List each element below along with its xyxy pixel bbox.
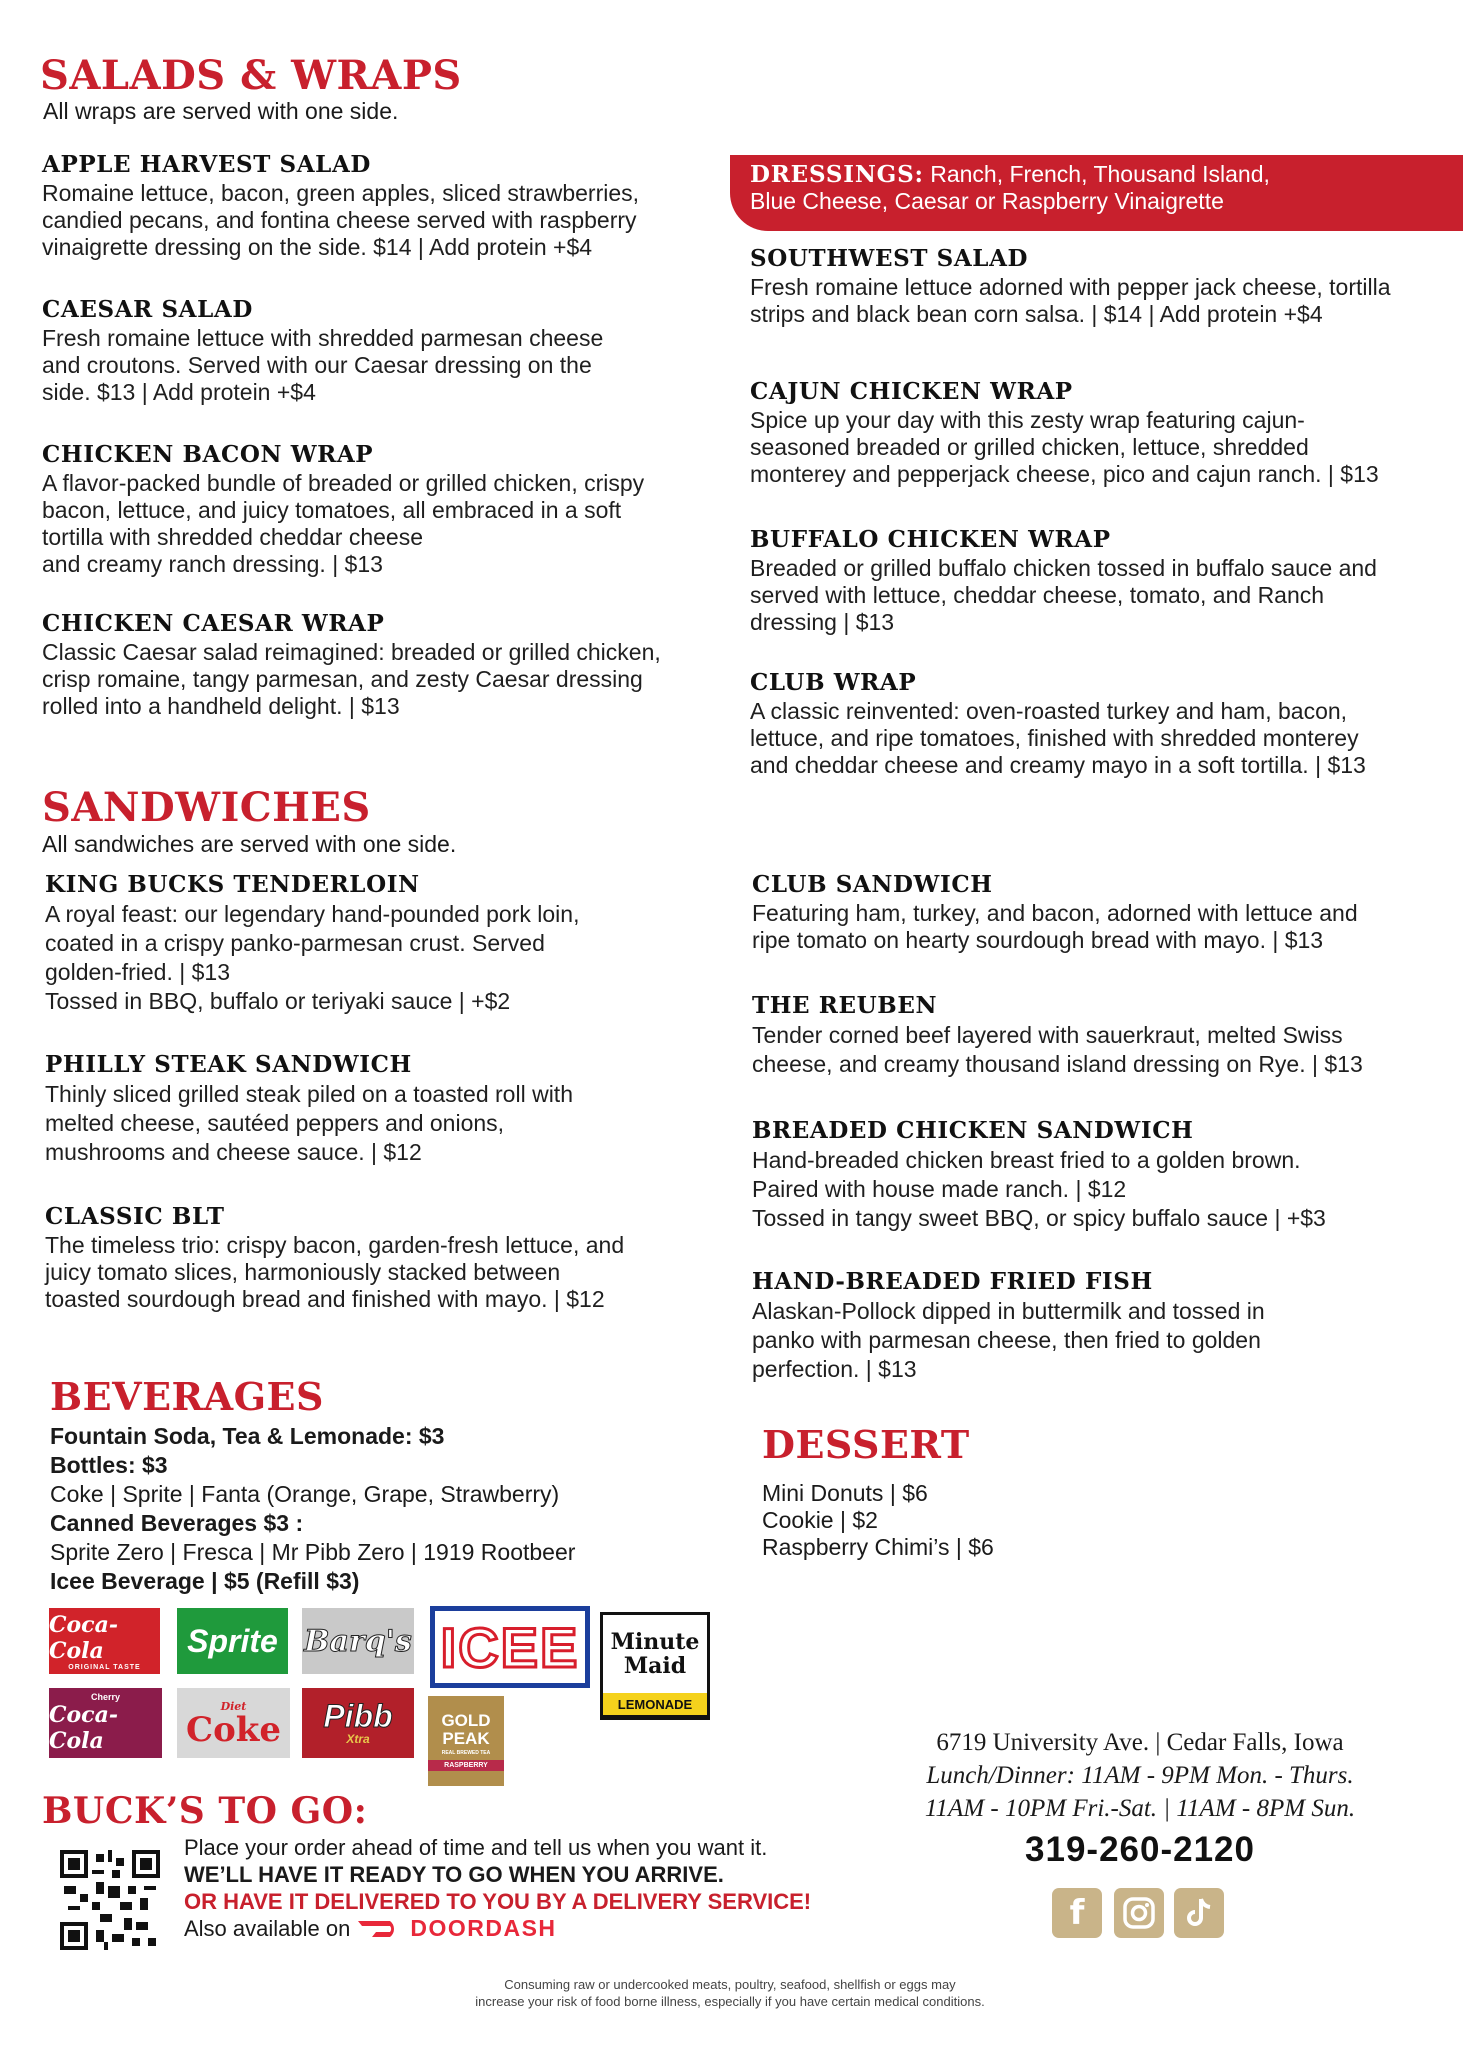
menu-item-breaded-chicken-sandwich (752, 1116, 1326, 1233)
item-desc-line: and creamy ranch dressing. | $13 (42, 551, 383, 577)
pibb-xtra-logo (302, 1688, 414, 1758)
item-desc-line: cheese, and creamy thousand island dressing on Rye. | $13 (752, 1051, 1363, 1077)
item-desc-line: A royal feast: our legendary hand-pounded pork loin, (45, 901, 580, 927)
sprite-logo (177, 1608, 288, 1674)
item-name: CAJUN CHICKEN WRAP (750, 378, 1073, 405)
menu-item-king-bucks-tenderloin (45, 870, 579, 1016)
dressings-label: DRESSINGS: (750, 161, 924, 188)
item-desc-line: golden-fried. | $13 (45, 959, 230, 985)
menu-item-buffalo-chicken-wrap (750, 525, 1377, 636)
instagram-icon[interactable] (1114, 1888, 1164, 1938)
menu-item-club-wrap (750, 668, 1366, 779)
item-name: THE REUBEN (752, 992, 938, 1019)
menu-item-caesar-salad (42, 295, 603, 406)
item-desc-line: mushrooms and cheese sauce. | $12 (45, 1139, 422, 1165)
beverage-canned-label: Canned Beverages $3 : (50, 1510, 304, 1536)
dressings-banner (730, 155, 1463, 231)
item-desc-line: melted cheese, sautéed peppers and onions, (45, 1110, 505, 1136)
item-name: SOUTHWEST SALAD (750, 245, 1029, 272)
togo-line-1: Place your order ahead of time and tell us when you want it. (184, 1835, 768, 1860)
item-name: KING BUCKS TENDERLOIN (45, 871, 420, 898)
item-desc-line: Classic Caesar salad reimagined: breaded or grilled chicken, (42, 639, 661, 665)
diet-coke-logo-text: Coke (186, 1709, 281, 1750)
item-desc-line: Thinly sliced grilled steak piled on a toasted roll with (45, 1081, 573, 1107)
item-desc-line: tortilla with shredded cheddar cheese (42, 524, 424, 550)
item-desc-line: coated in a crispy panko-parmesan crust. Served (45, 930, 545, 956)
tiktok-glyph (1184, 1896, 1214, 1930)
address-text: 6719 University Ave. | Cedar Falls, Iowa (936, 1729, 1344, 1756)
gold-peak-logo-text: GOLD PEAK (441, 1710, 491, 1748)
disclaimer-line-2: increase your risk of food borne illness, especially if you have certain medical conditions. (475, 1994, 985, 2009)
sandwiches-title: SANDWICHES (42, 784, 371, 831)
item-desc-line: vinaigrette dressing on the side. $14 | Add protein +$4 (42, 234, 593, 260)
salads-title: SALADS & WRAPS (40, 52, 462, 99)
coca-cola-logo-text: Coca-Cola (49, 1611, 118, 1664)
item-desc-line: Spice up your day with this zesty wrap featuring cajun- (750, 407, 1305, 433)
beverages-title: BEVERAGES (50, 1374, 324, 1419)
item-desc-line: juicy tomato slices, harmoniously stacked between (45, 1259, 561, 1285)
pibb-sub-text: Xtra (346, 1732, 370, 1746)
instagram-glyph (1122, 1896, 1156, 1930)
beverage-icee: Icee Beverage | $5 (Refill $3) (50, 1568, 360, 1594)
item-desc-line: candied pecans, and fontina cheese served with raspberry (42, 207, 637, 233)
dessert-title: DESSERT (762, 1422, 970, 1467)
item-desc-line: perfection. | $13 (752, 1356, 917, 1382)
beverage-bottles: Coke | Sprite | Fanta (Orange, Grape, Strawberry) (50, 1481, 560, 1507)
item-desc-line: ripe tomato on hearty sourdough bread with mayo. | $13 (752, 927, 1324, 953)
dessert-list (762, 1480, 994, 1561)
item-desc-line: strips and black bean corn salsa. | $14 | Add protein +$4 (750, 301, 1323, 327)
doordash-icon (356, 1917, 408, 1941)
salads-subtitle: All wraps are served with one side. (43, 98, 399, 124)
menu-item-apple-harvest-salad (42, 150, 639, 261)
cherry-coca-cola-logo-text: Coca-Cola (49, 1702, 118, 1754)
minute-maid-lemonade-text: LEMONADE (617, 1696, 693, 1712)
sprite-logo-text: Sprite (187, 1622, 278, 1659)
minute-maid-logo-text: Minute Maid (610, 1629, 700, 1679)
doordash-logo[interactable] (356, 1915, 556, 1942)
diet-coke-logo (177, 1688, 290, 1758)
item-desc-line: monterey and pepperjack cheese, pico and cajun ranch. | $13 (750, 461, 1379, 487)
item-name: HAND-BREADED FRIED FISH (752, 1268, 1153, 1295)
item-desc-line: Tossed in tangy sweet BBQ, or spicy buffalo sauce | +$3 (752, 1205, 1326, 1231)
coca-cola-logo (49, 1608, 160, 1674)
beverage-bottles-label: Bottles: $3 (50, 1452, 168, 1478)
item-desc-line: served with lettuce, cheddar cheese, tomato, and Ranch (750, 582, 1325, 608)
menu-item-hand-breaded-fried-fish (752, 1267, 1265, 1384)
item-desc-line: side. $13 | Add protein +$4 (42, 379, 316, 405)
menu-item-the-reuben (752, 991, 1363, 1079)
item-desc-line: dressing | $13 (750, 609, 895, 635)
menu-item-southwest-salad (750, 244, 1391, 328)
togo-line-3: OR HAVE IT DELIVERED TO YOU BY A DELIVERY SERVICE! (184, 1889, 812, 1914)
dessert-item: Raspberry Chimi’s | $6 (762, 1534, 994, 1560)
item-desc-line: Fresh romaine lettuce adorned with pepper jack cheese, tortilla (750, 274, 1391, 300)
phone-number[interactable]: 319-260-2120 (1025, 1830, 1255, 1869)
item-name: CLUB WRAP (750, 669, 917, 696)
item-desc-line: lettuce, and ripe tomatoes, finished with shredded monterey (750, 725, 1359, 751)
item-name: CLASSIC BLT (45, 1203, 225, 1230)
beverage-canned: Sprite Zero | Fresca | Mr Pibb Zero | 1919 Rootbeer (50, 1539, 576, 1565)
togo-title: BUCK’S TO GO: (42, 1790, 368, 1832)
menu-item-club-sandwich (752, 870, 1358, 954)
item-name: BUFFALO CHICKEN WRAP (750, 526, 1111, 553)
menu-item-philly-steak-sandwich (45, 1050, 573, 1167)
menu-item-chicken-bacon-wrap (42, 440, 644, 578)
qr-code-graphic (60, 1850, 160, 1950)
item-name: PHILLY STEAK SANDWICH (45, 1051, 412, 1078)
location-block (880, 1726, 1400, 1825)
minute-maid-logo (600, 1612, 710, 1720)
item-desc-line: A flavor-packed bundle of breaded or grilled chicken, crispy (42, 470, 645, 496)
sandwiches-subtitle: All sandwiches are served with one side. (42, 831, 457, 857)
togo-line-2: WE’LL HAVE IT READY TO GO WHEN YOU ARRIVE. (184, 1862, 724, 1887)
item-desc-line: crisp romaine, tangy parmesan, and zesty Caesar dressing (42, 666, 643, 692)
item-desc-line: Tossed in BBQ, buffalo or teriyaki sauce | +$2 (45, 988, 511, 1014)
hours-line-2: 11AM - 10PM Fri.-Sat. | 11AM - 8PM Sun. (924, 1795, 1356, 1822)
facebook-icon[interactable]: f (1052, 1888, 1102, 1938)
item-name: CLUB SANDWICH (752, 871, 993, 898)
item-name: BREADED CHICKEN SANDWICH (752, 1117, 1194, 1144)
item-desc-line: Fresh romaine lettuce with shredded parmesan cheese (42, 325, 604, 351)
togo-text (184, 1834, 811, 1942)
item-desc-line: The timeless trio: crispy bacon, garden-fresh lettuce, and (45, 1232, 625, 1258)
tiktok-icon[interactable] (1174, 1888, 1224, 1938)
togo-line-4: Also available on (184, 1916, 351, 1941)
dressings-line2: Blue Cheese, Caesar or Raspberry Vinaigrette (750, 188, 1224, 214)
icee-logo-text: ICEE (440, 1615, 580, 1679)
item-desc-line: Paired with house made ranch. | $12 (752, 1176, 1127, 1202)
diet-label-text: Diet (220, 1699, 247, 1713)
item-desc-line: Hand-breaded chicken breast fried to a golden brown. (752, 1147, 1301, 1173)
dessert-item: Cookie | $2 (762, 1507, 878, 1533)
hours-line-1: Lunch/Dinner: 11AM - 9PM Mon. - Thurs. (926, 1762, 1354, 1789)
food-safety-disclaimer (380, 1976, 1080, 2010)
disclaimer-line-1: Consuming raw or undercooked meats, poultry, seafood, shellfish or eggs may (504, 1977, 956, 1992)
qr-code-icon[interactable] (60, 1850, 160, 1950)
beverage-fountain: Fountain Soda, Tea & Lemonade: $3 (50, 1423, 445, 1449)
dressings-line1: Ranch, French, Thousand Island, (930, 161, 1270, 187)
icee-logo (430, 1606, 590, 1688)
item-name: APPLE HARVEST SALAD (42, 151, 371, 178)
pibb-logo-text: Pibb (323, 1698, 393, 1734)
menu-item-cajun-chicken-wrap (750, 377, 1379, 488)
item-desc-line: Featuring ham, turkey, and bacon, adorned with lettuce and (752, 900, 1358, 926)
coca-cola-sub-text: ORIGINAL TASTE (68, 1663, 141, 1671)
gold-peak-flavor-text: RASPBERRY (428, 1760, 504, 1771)
item-desc-line: and croutons. Served with our Caesar dressing on the (42, 352, 592, 378)
cherry-label-text: Cherry (90, 1692, 120, 1702)
cherry-coca-cola-logo (49, 1688, 162, 1758)
item-desc-line: panko with parmesan cheese, then fried to golden (752, 1327, 1261, 1353)
beverages-list (50, 1422, 575, 1596)
gold-peak-sub-text: REAL BREWED TEA (441, 1749, 491, 1756)
menu-item-classic-blt (45, 1202, 624, 1313)
item-desc-line: seasoned breaded or grilled chicken, lettuce, shredded (750, 434, 1309, 460)
doordash-logo-text: DOORDASH (410, 1915, 557, 1941)
item-desc-line: Breaded or grilled buffalo chicken tossed in buffalo sauce and (750, 555, 1377, 581)
item-desc-line: toasted sourdough bread and finished with mayo. | $12 (45, 1286, 605, 1312)
item-desc-line: and cheddar cheese and creamy mayo in a soft tortilla. | $13 (750, 752, 1366, 778)
item-desc-line: A classic reinvented: oven-roasted turkey and ham, bacon, (750, 698, 1348, 724)
item-name: CHICKEN BACON WRAP (42, 441, 374, 468)
item-desc-line: Romaine lettuce, bacon, green apples, sliced strawberries, (42, 180, 640, 206)
item-desc-line: Alaskan-Pollock dipped in buttermilk and tossed in (752, 1298, 1265, 1324)
barqs-logo-text: Barq's (304, 1623, 412, 1659)
item-name: CHICKEN CAESAR WRAP (42, 610, 385, 637)
gold-peak-logo (428, 1696, 504, 1786)
dessert-item: Mini Donuts | $6 (762, 1480, 928, 1506)
menu-item-chicken-caesar-wrap (42, 609, 661, 720)
barqs-logo (302, 1608, 414, 1674)
item-desc-line: bacon, lettuce, and juicy tomatoes, all embraced in a soft (42, 497, 622, 523)
item-desc-line: rolled into a handheld delight. | $13 (42, 693, 400, 719)
item-desc-line: Tender corned beef layered with sauerkraut, melted Swiss (752, 1022, 1343, 1048)
item-name: CAESAR SALAD (42, 296, 253, 323)
